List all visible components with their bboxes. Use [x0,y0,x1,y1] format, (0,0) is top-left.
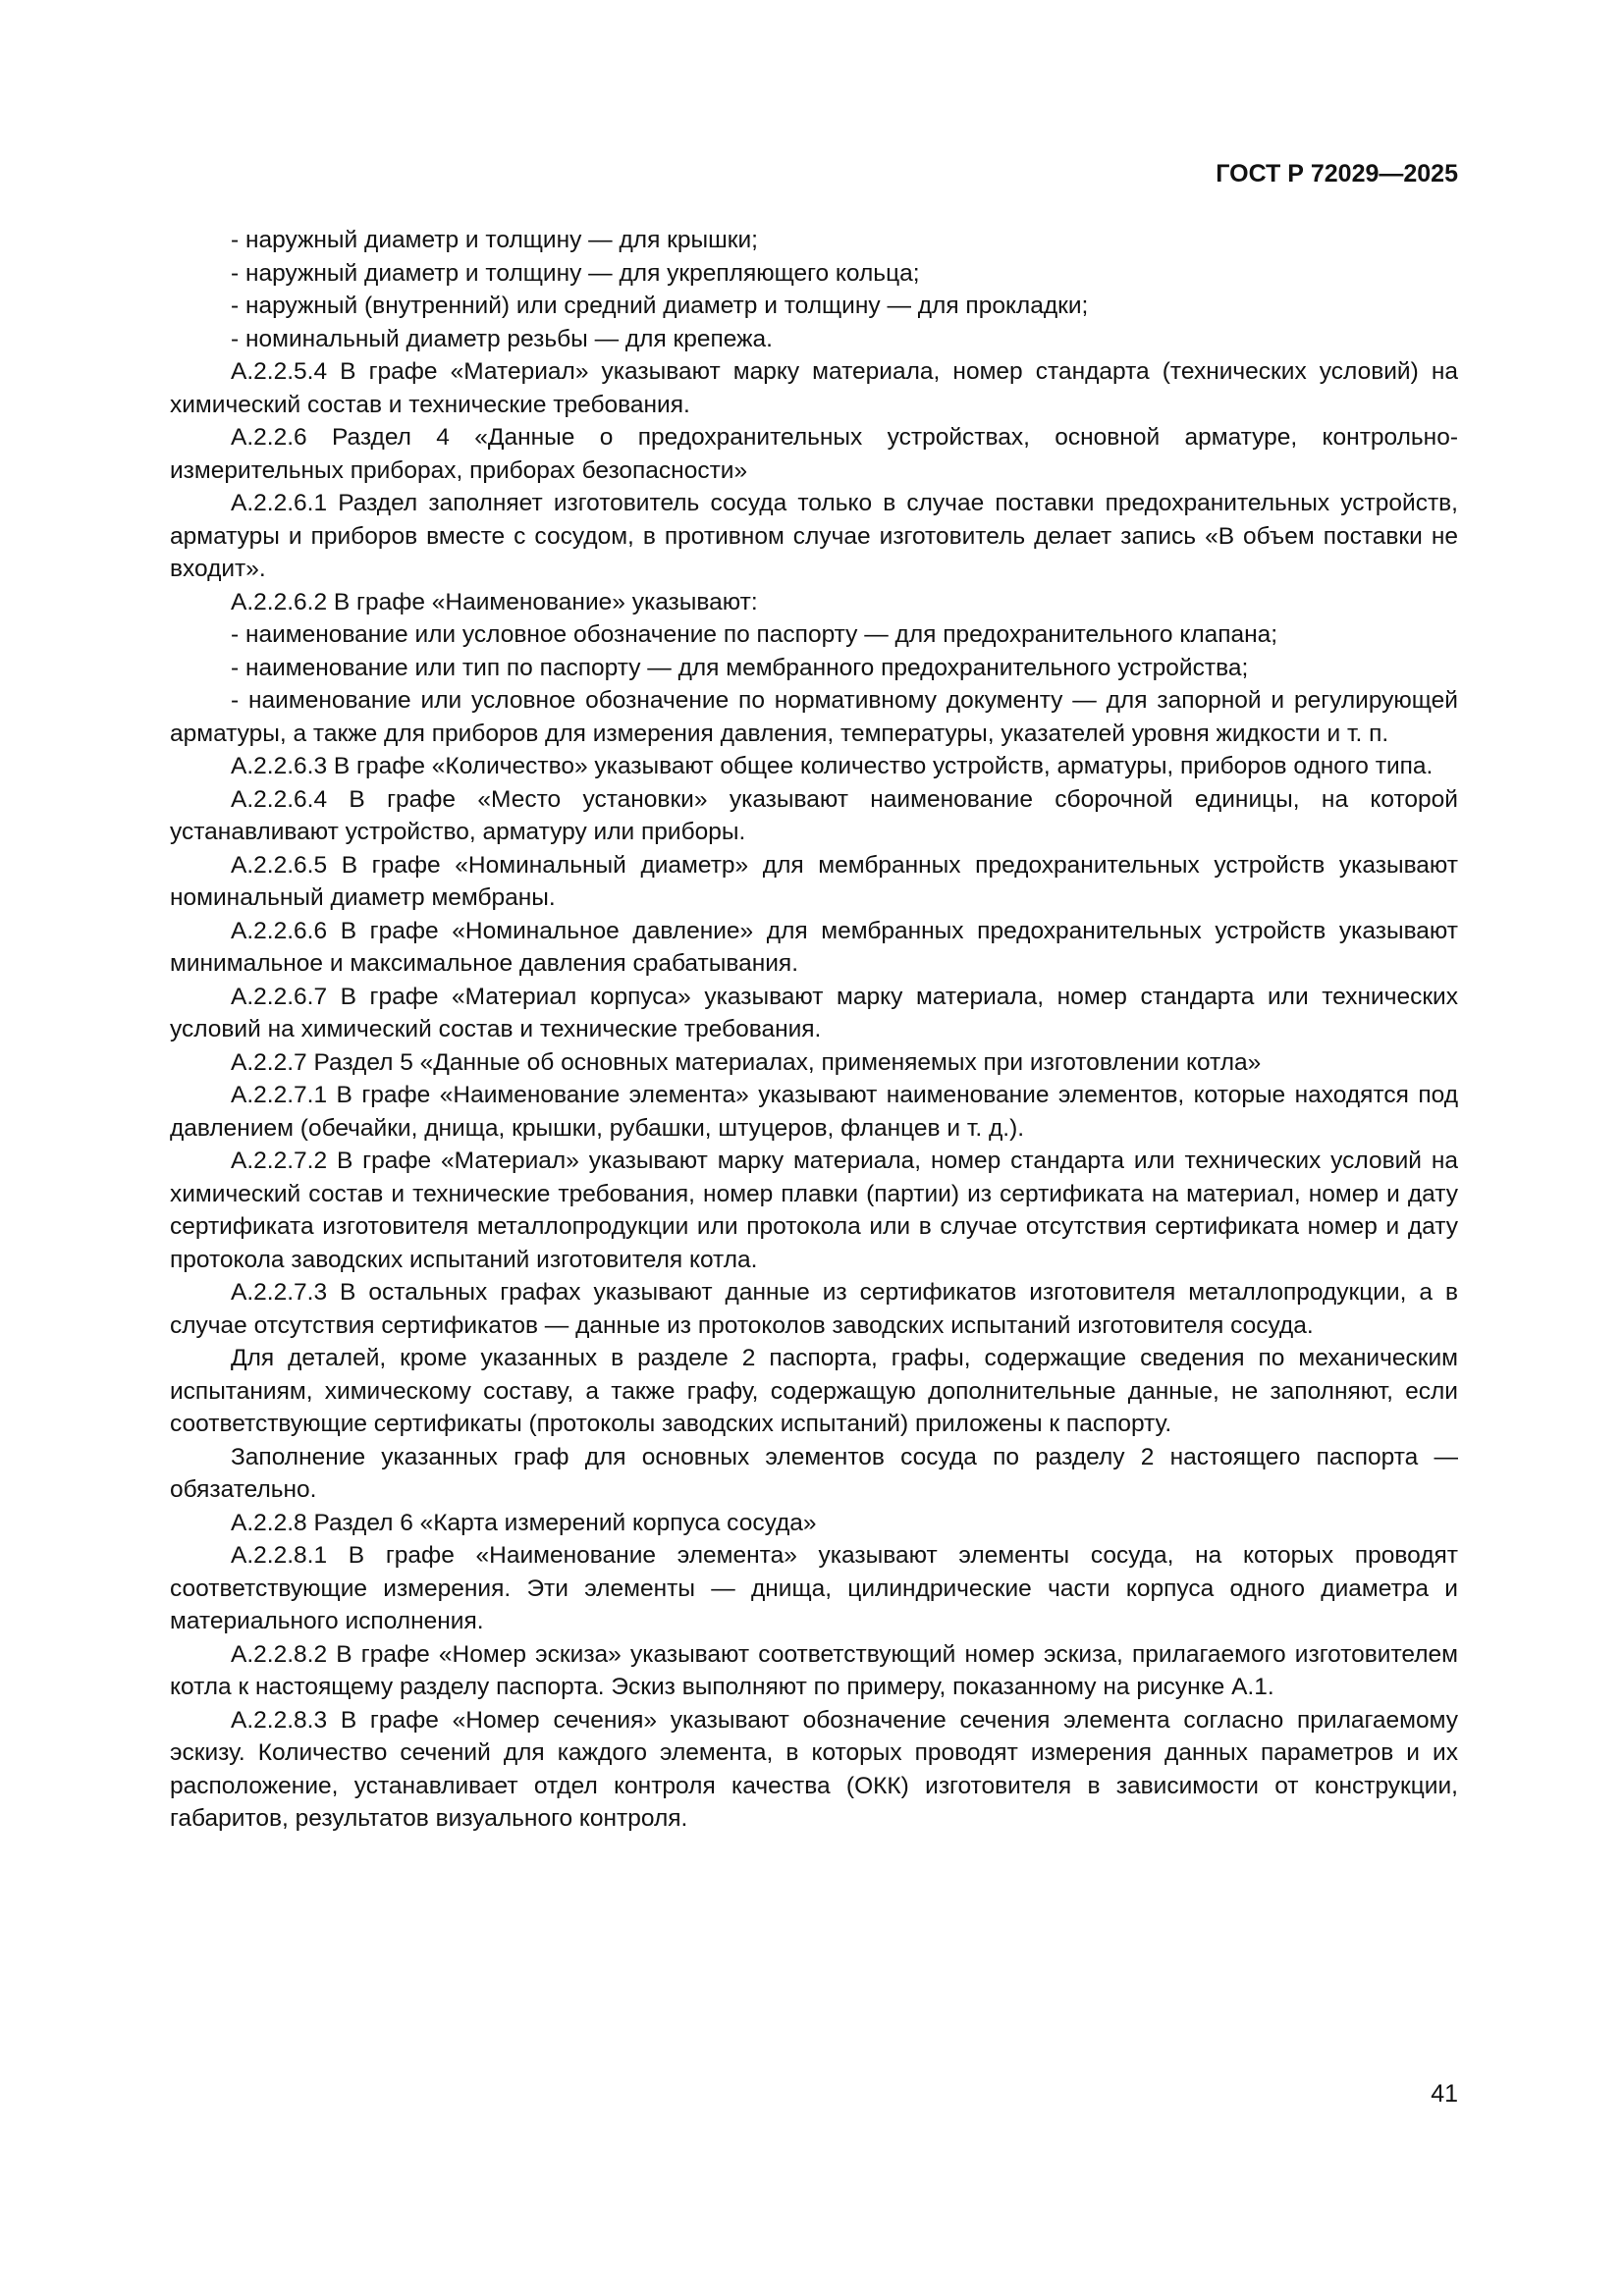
list-item: - наименование или условное обозначение по паспорту — для предохранительного клапана; [231,621,1278,648]
paragraph: А.2.2.7.1 В графе «Наименование элемента» указывают наименование элементов, которые находятся под давлением (обечайки, днища, крышки, рубашки, штуцеров, фланцев и т. д.). [170,1082,1458,1142]
list-item: - наружный диаметр и толщину — для укрепляющего кольца; [231,259,920,287]
list-item: - наружный (внутренний) или средний диаметр и толщину — для прокладки; [231,293,1089,319]
list-item: - наименование или условное обозначение по нормативному документу — для запорной и регулирующей арматуры, а также для приборов для измерения давления, температуры, указателей уровня жидкости и т. п. [170,687,1458,747]
list-item: - номинальный диаметр резьбы — для крепежа. [231,325,773,352]
paragraph: А.2.2.8 Раздел 6 «Карта измерений корпуса сосуда» [231,1509,817,1536]
paragraph: А.2.2.6.6 В графе «Номинальное давление» для мембранных предохранительных устройств указывают минимальное и максимальное давления срабатывания. [170,917,1458,977]
paragraph: А.2.2.6 Раздел 4 «Данные о предохранительных устройствах, основной арматуре, контрольно-измерительных приборах, приборах безопасности» [170,424,1458,484]
paragraph: А.2.2.6.5 В графе «Номинальный диаметр» для мембранных предохранительных устройств указывают номинальный диаметр мембраны. [170,851,1458,911]
list-item: - наименование или тип по паспорту — для мембранного предохранительного устройства; [231,654,1249,681]
paragraph: А.2.2.6.2 В графе «Наименование» указывают: [231,588,758,615]
paragraph: А.2.2.8.3 В графе «Номер сечения» указывают обозначение сечения элемента согласно прилагаемому эскизу. Количество сечений для каждого элемента, в которых проводят измерения данных параметров и их расположение, устанавливает отдел контроля качества (ОКК) изготовителя в зависимости от конструкции, габаритов, результатов визуального контроля. [170,1706,1458,1832]
list-item: - наружный диаметр и толщину — для крышки; [231,227,758,253]
paragraph: А.2.2.6.7 В графе «Материал корпуса» указывают марку материала, номер стандарта или технических условий на химический состав и технические требования. [170,983,1458,1042]
paragraph: А.2.2.8.1 В графе «Наименование элемента» указывают элементы сосуда, на которых проводят соответствующие измерения. Эти элементы — днища, цилиндрические части корпуса одного диаметра и материального исполнения. [170,1542,1458,1634]
paragraph: А.2.2.8.2 В графе «Номер эскиза» указывают соответствующий номер эскиза, прилагаемого изготовителем котла к настоящему разделу паспорта. Эскиз выполняют по примеру, показанному на рисунке А.1. [170,1640,1458,1700]
paragraph: А.2.2.6.4 В графе «Место установки» указывают наименование сборочной единицы, на которой устанавливают устройство, арматуру или приборы. [170,785,1458,845]
paragraph: А.2.2.7 Раздел 5 «Данные об основных материалах, применяемых при изготовлении котла» [231,1048,1262,1076]
paragraph: А.2.2.6.1 Раздел заполняет изготовитель сосуда только в случае поставки предохранительных устройств, арматуры и приборов вместе с сосудом, в противном случае изготовитель делает запись «В объем поставки не входит». [170,490,1458,582]
paragraph: А.2.2.7.2 В графе «Материал» указывают марку материала, номер стандарта или технических условий на химический состав и технические требования, номер плавки (партии) из сертификата на материал, номер и дату сертификата изготовителя металлопродукции или протокола или в случае отсутствия сертификата номер и дату протокола заводских испытаний изготовителя котла. [170,1148,1458,1273]
document-content [170,159,1458,1836]
paragraph: Заполнение указанных граф для основных элементов сосуда по разделу 2 настоящего паспорта — обязательно. [170,1443,1458,1503]
paragraph: А.2.2.5.4 В графе «Материал» указывают марку материала, номер стандарта (технических условий) на химический состав и технические требования. [170,358,1458,418]
paragraph: Для деталей, кроме указанных в разделе 2 паспорта, графы, содержащие сведения по механическим испытаниям, химическому составу, а также графу, содержащую дополнительные данные, не заполняют, если соответствующие сертификаты (протоколы заводских испытаний) приложены к паспорту. [170,1345,1458,1437]
paragraph: А.2.2.7.3 В остальных графах указывают данные из сертификатов изготовителя металлопродукции, а в случае отсутствия сертификатов — данные из протоколов заводских испытаний изготовителя сосуда. [170,1279,1458,1339]
document-code-header: ГОСТ Р 72029—2025 [1216,160,1458,187]
page-number: 41 [1431,2080,1458,2108]
paragraph: А.2.2.6.3 В графе «Количество» указывают общее количество устройств, арматуры, приборов одного типа. [231,753,1434,779]
